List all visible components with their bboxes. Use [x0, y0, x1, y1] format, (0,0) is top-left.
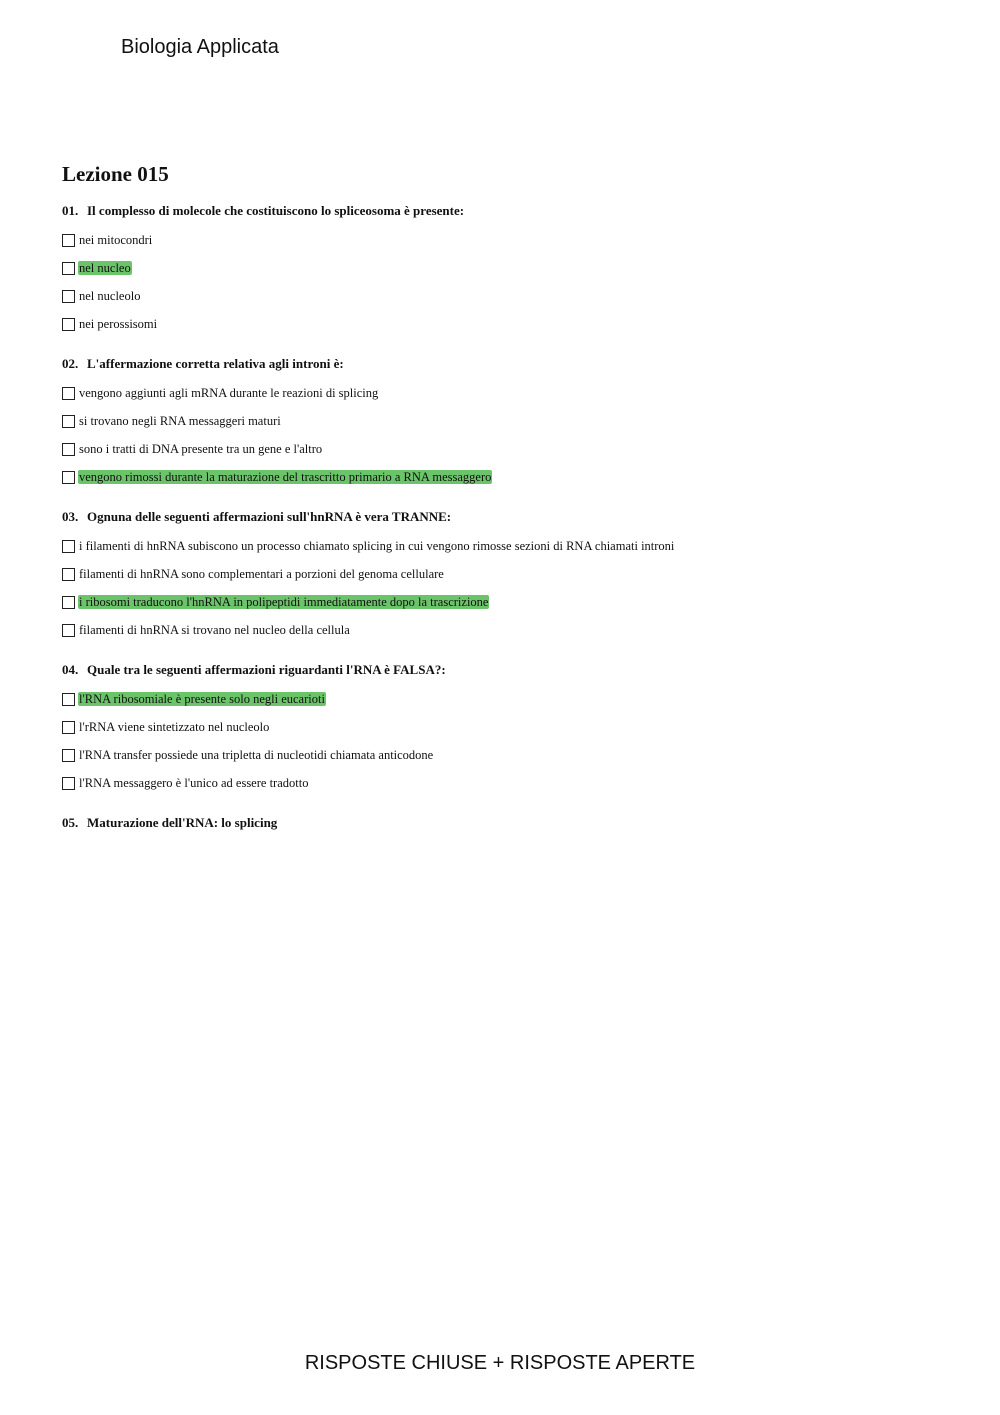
lesson-title: Lezione 015: [62, 162, 169, 186]
answer-checkbox[interactable]: [62, 290, 75, 303]
answer-option[interactable]: [62, 532, 962, 560]
answer-text: filamenti di hnRNA si trovano nel nucleo della cellula: [79, 623, 350, 637]
answer-checkbox[interactable]: [62, 749, 75, 762]
answer-option[interactable]: [62, 463, 962, 491]
answer-checkbox[interactable]: [62, 234, 75, 247]
document-header-title: Biologia Applicata: [121, 36, 279, 58]
question-block: [62, 200, 962, 338]
question-block: [62, 353, 962, 491]
answer-text: si trovano negli RNA messaggeri maturi: [79, 414, 281, 428]
answer-text-correct: nel nucleo: [79, 261, 131, 275]
answer-option[interactable]: [62, 435, 962, 463]
answer-text: vengono aggiunti agli mRNA durante le reazioni di splicing: [79, 386, 379, 400]
answer-option[interactable]: [62, 685, 962, 713]
answer-text: l'rRNA viene sintetizzato nel nucleolo: [79, 720, 270, 734]
question-heading: [62, 506, 962, 528]
answer-option[interactable]: [62, 254, 962, 282]
document-footer: RISPOSTE CHIUSE + RISPOSTE APERTE: [304, 1352, 696, 1374]
question-block: [62, 659, 962, 797]
answer-checkbox[interactable]: [62, 721, 75, 734]
answer-checkbox[interactable]: [62, 443, 75, 456]
answer-option[interactable]: [62, 769, 962, 797]
question-block: [62, 812, 962, 834]
answer-checkbox[interactable]: [62, 624, 75, 637]
question-number: 01.: [62, 203, 79, 218]
question-text: Il complesso di molecole che costituiscono lo spliceosoma è presente:: [87, 203, 465, 218]
answer-text-correct: l'RNA ribosomiale è presente solo negli eucarioti: [79, 692, 325, 706]
answer-option[interactable]: [62, 713, 962, 741]
answer-option[interactable]: [62, 616, 962, 644]
answer-checkbox[interactable]: [62, 471, 75, 484]
answer-checkbox[interactable]: [62, 777, 75, 790]
question-number: 04.: [62, 662, 79, 677]
answer-checkbox[interactable]: [62, 318, 75, 331]
question-number: 05.: [62, 815, 79, 830]
question-number: 02.: [62, 356, 79, 371]
question-block: [62, 506, 962, 644]
lesson-content: [62, 160, 962, 849]
question-text: L'affermazione corretta relativa agli introni è:: [87, 356, 344, 371]
answer-checkbox[interactable]: [62, 415, 75, 428]
answer-checkbox[interactable]: [62, 693, 75, 706]
answer-text: l'RNA messaggero è l'unico ad essere tradotto: [79, 776, 309, 790]
answer-option[interactable]: [62, 560, 962, 588]
answer-option[interactable]: [62, 226, 962, 254]
answer-text: nei mitocondri: [79, 233, 153, 247]
answer-text: nel nucleolo: [79, 289, 141, 303]
answer-checkbox[interactable]: [62, 540, 75, 553]
answer-option[interactable]: [62, 588, 962, 616]
question-text: Ognuna delle seguenti affermazioni sull'hnRNA è vera TRANNE:: [87, 509, 452, 524]
question-text: Maturazione dell'RNA: lo splicing: [87, 815, 278, 830]
question-heading: [62, 353, 962, 375]
question-heading: [62, 200, 962, 222]
question-heading: [62, 659, 962, 681]
answer-option[interactable]: [62, 407, 962, 435]
answer-checkbox[interactable]: [62, 387, 75, 400]
answer-option[interactable]: [62, 741, 962, 769]
answer-text-correct: vengono rimossi durante la maturazione del trascritto primario a RNA messaggero: [79, 470, 492, 484]
answer-text-correct: i ribosomi traducono l'hnRNA in polipeptidi immediatamente dopo la trascrizione: [79, 595, 489, 609]
answer-checkbox[interactable]: [62, 596, 75, 609]
question-heading: [62, 812, 962, 834]
answer-text: sono i tratti di DNA presente tra un gene e l'altro: [79, 442, 323, 456]
answer-option[interactable]: [62, 282, 962, 310]
question-number: 03.: [62, 509, 79, 524]
answer-text: l'RNA transfer possiede una tripletta di nucleotidi chiamata anticodone: [79, 748, 434, 762]
answer-text: i filamenti di hnRNA subiscono un processo chiamato splicing in cui vengono rimosse sezioni di RNA chiamati introni: [79, 539, 675, 553]
question-text: Quale tra le seguenti affermazioni riguardanti l'RNA è FALSA?:: [87, 662, 446, 677]
answer-checkbox[interactable]: [62, 262, 75, 275]
answer-option[interactable]: [62, 379, 962, 407]
answer-text: filamenti di hnRNA sono complementari a porzioni del genoma cellulare: [79, 567, 444, 581]
answer-checkbox[interactable]: [62, 568, 75, 581]
answer-text: nei perossisomi: [79, 317, 158, 331]
answer-option[interactable]: [62, 310, 962, 338]
question-list: [62, 200, 962, 834]
